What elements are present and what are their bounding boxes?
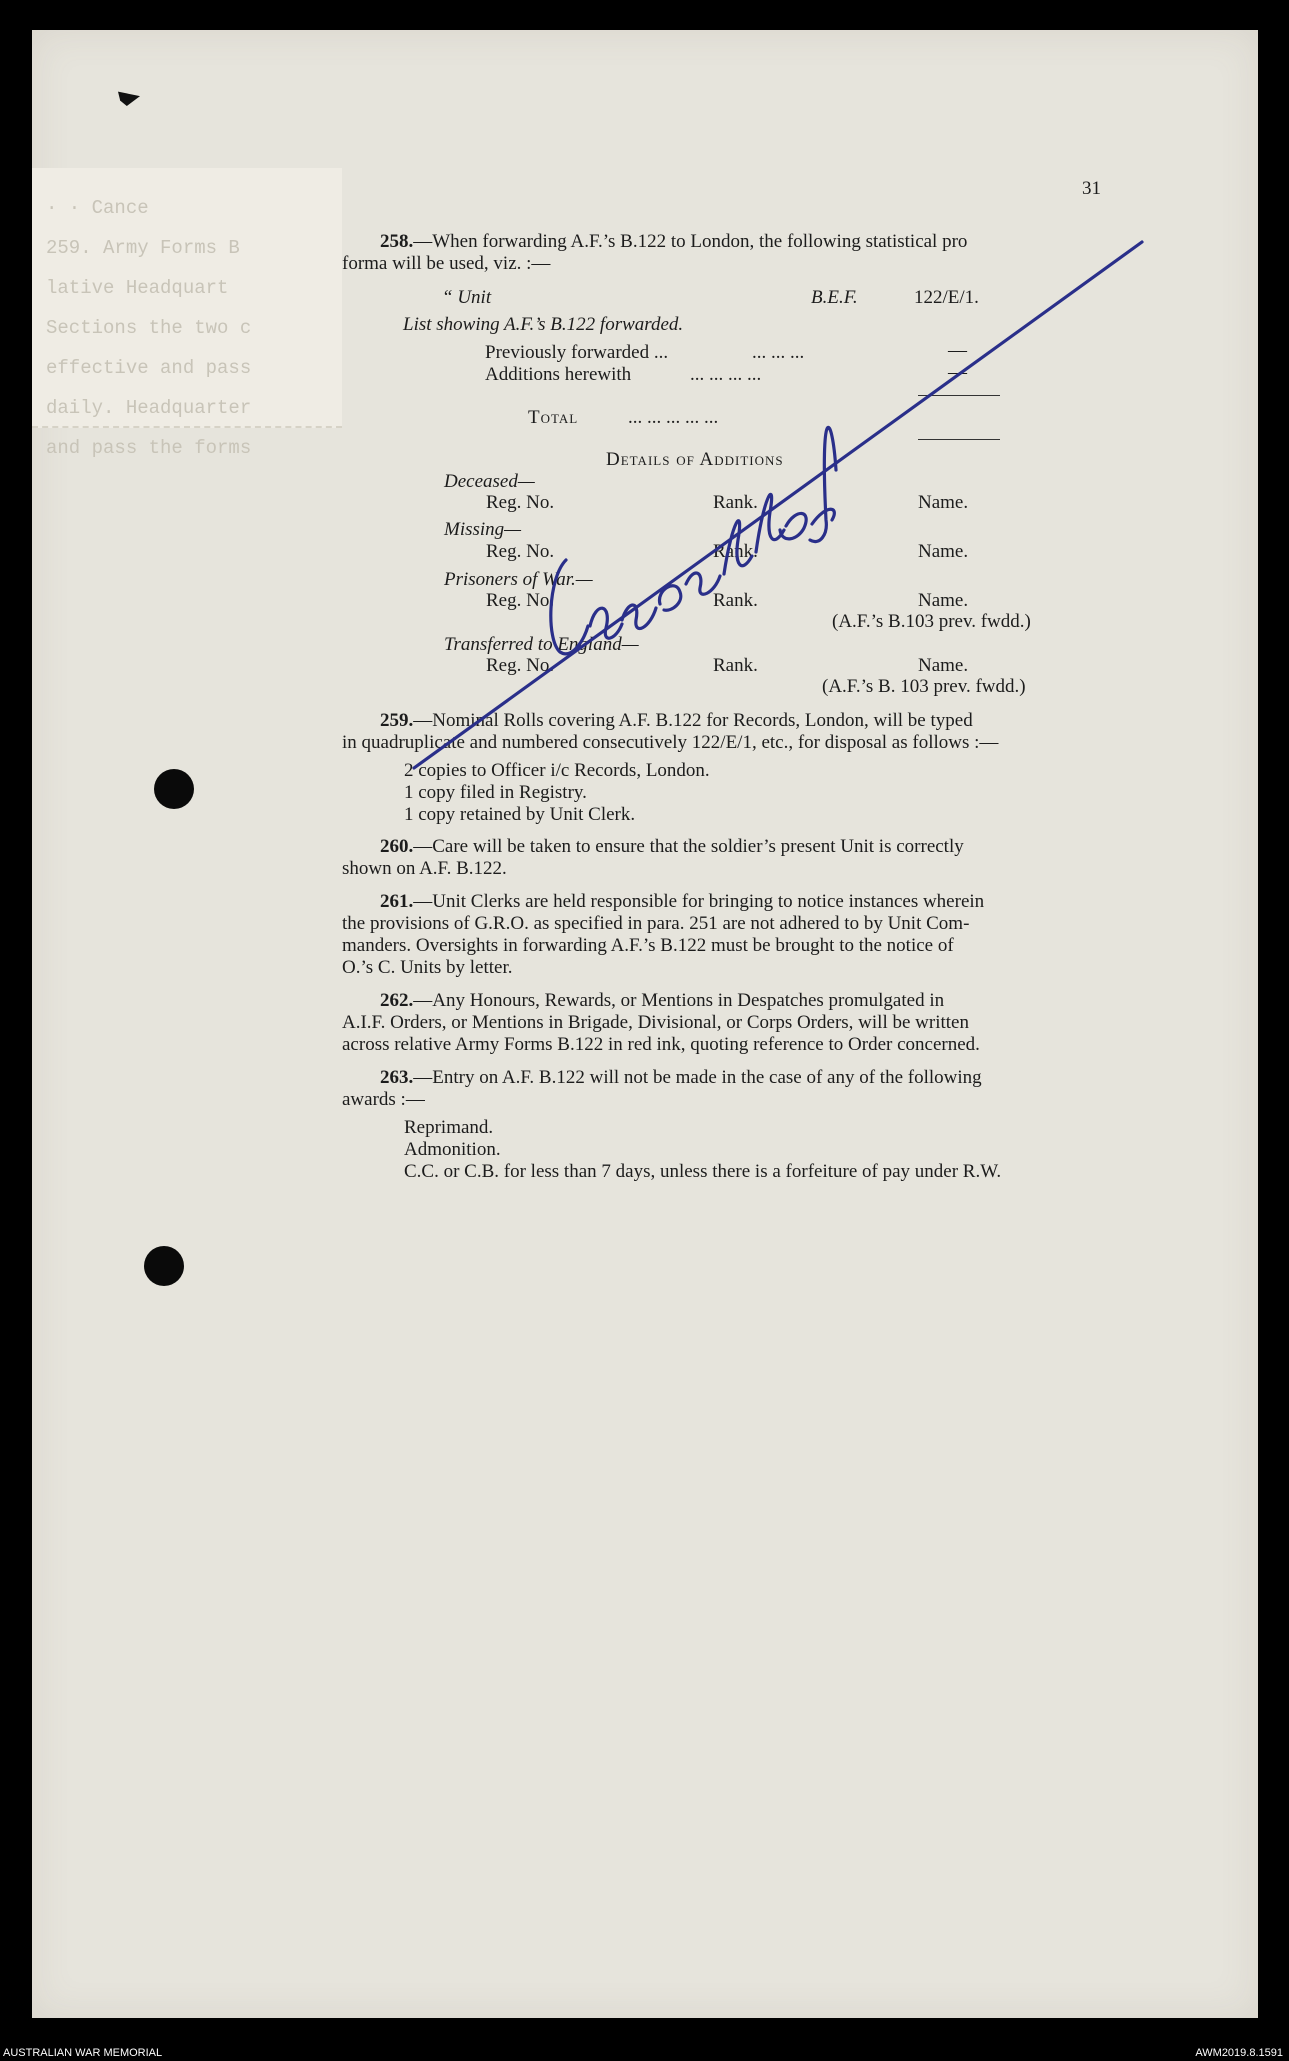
missing-name: Name.: [918, 541, 969, 562]
para-263-line-1: 263.—Entry on A.F. B.122 will not be made in the case of any of the following: [380, 1067, 982, 1088]
deceased-rank: Rank.: [713, 492, 758, 513]
para-261-line-1: 261.—Unit Clerks are held responsible for bringing to notice instances wherein: [380, 891, 985, 912]
form-previously-dots: ... ... ...: [752, 342, 805, 363]
pow-note: (A.F.’s B.103 prev. fwdd.): [832, 611, 1031, 632]
footer-institution: AUSTRALIAN WAR MEMORIAL: [3, 2047, 163, 2059]
para-261-line-4: O.’s C. Units by letter.: [342, 957, 513, 978]
para-259-line-1: 259.—Nominal Rolls covering A.F. B.122 for Records, London, will be typed: [380, 710, 973, 731]
form-previously-forwarded: Previously forwarded ...: [485, 342, 669, 363]
form-additions-dash: —: [948, 362, 967, 383]
form-bef-label: B.E.F.: [811, 287, 858, 308]
form-list-heading: List showing A.F.’s B.122 forwarded.: [403, 314, 684, 335]
para-261-line-3: manders. Oversights in forwarding A.F.’s B.122 must be brought to the notice of: [342, 935, 954, 956]
deceased-reg-no: Reg. No.: [486, 492, 555, 513]
deceased-name: Name.: [918, 492, 969, 513]
transferred-note: (A.F.’s B. 103 prev. fwdd.): [822, 676, 1026, 697]
prisoners-of-war-label: Prisoners of War.—: [444, 569, 593, 590]
para-263-item-3: C.C. or C.B. for less than 7 days, unless there is a forfeiture of pay under R.W.: [404, 1161, 1002, 1182]
missing-reg-no: Reg. No.: [486, 541, 555, 562]
footer-accession-number: AWM2019.8.1591: [1195, 2047, 1283, 2059]
para-259-item-1: 2 copies to Officer i/c Records, London.: [404, 760, 710, 781]
cancelled-handwriting: [551, 427, 836, 654]
para-260-line-2: shown on A.F. B.122.: [342, 858, 507, 879]
form-previously-dash: —: [948, 340, 967, 361]
cancel-strike-line: [414, 242, 1142, 768]
form-code: 122/E/1.: [914, 287, 979, 308]
missing-label: Missing—: [444, 519, 522, 540]
pow-reg-no: Reg. No.: [486, 590, 555, 611]
para-259-line-2: in quadruplicate and numbered consecutively 122/E/1, etc., for disposal as follows :—: [342, 732, 999, 753]
para-262-line-1: 262.—Any Honours, Rewards, or Mentions in Despatches promulgated in: [380, 990, 945, 1011]
page-number: 31: [1082, 178, 1101, 199]
transferred-name: Name.: [918, 655, 969, 676]
details-of-additions-heading: Details of Additions: [606, 449, 784, 470]
para-263-item-1: Reprimand.: [404, 1117, 494, 1138]
para-260-line-1: 260.—Care will be taken to ensure that the soldier’s present Unit is correctly: [380, 836, 964, 857]
missing-rank: Rank.: [713, 541, 758, 562]
transferred-rank: Rank.: [713, 655, 758, 676]
para-263-line-2: awards :—: [342, 1089, 425, 1110]
deceased-label: Deceased—: [444, 471, 535, 492]
para-259-item-2: 1 copy filed in Registry.: [404, 782, 587, 803]
transferred-reg-no: Reg. No.: [486, 655, 555, 676]
para-261-line-2: the provisions of G.R.O. as specified in para. 251 are not adhered to by Unit Com-: [342, 913, 970, 934]
para-263-item-2: Admonition.: [404, 1139, 501, 1160]
form-total-dots: ... ... ... ... ...: [628, 407, 719, 428]
para-262-line-3: across relative Army Forms B.122 in red ink, quoting reference to Order concerned.: [342, 1034, 980, 1055]
pow-rank: Rank.: [713, 590, 758, 611]
slip-faded-text: · · Cance 259. Army Forms B lative Headquart Sections the two c effective and pass daily. Headquarter and pass the forms: [46, 197, 252, 459]
para-262-line-2: A.I.F. Orders, or Mentions in Brigade, Divisional, or Corps Orders, will be written: [342, 1012, 969, 1033]
form-unit-label: “ Unit: [442, 287, 492, 308]
pow-name: Name.: [918, 590, 969, 611]
para-258-line-1: 258.—When forwarding A.F.’s B.122 to London, the following statistical pro: [380, 231, 968, 252]
transferred-label: Transferred to England—: [444, 634, 639, 655]
form-total-label: Total: [528, 407, 579, 428]
form-additions-herewith: Additions herewith: [485, 364, 632, 385]
form-additions-dots: ... ... ... ...: [690, 364, 762, 385]
para-259-item-3: 1 copy retained by Unit Clerk.: [404, 804, 636, 825]
para-258-line-2: forma will be used, viz. :—: [342, 253, 551, 274]
